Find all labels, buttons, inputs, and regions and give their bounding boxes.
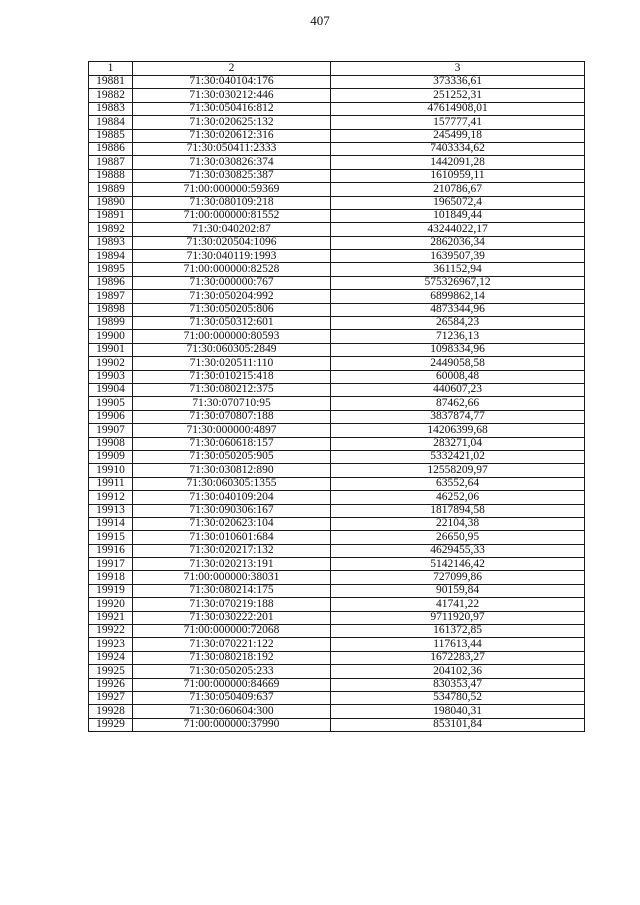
row-number-cell: 19916 <box>89 544 133 557</box>
row-number-cell: 19902 <box>89 357 133 370</box>
row-number-cell: 19928 <box>89 705 133 718</box>
value-cell: 853101,84 <box>331 718 585 731</box>
row-number-cell: 19910 <box>89 464 133 477</box>
table-row <box>89 343 585 356</box>
row-number-cell: 19912 <box>89 491 133 504</box>
cadastral-number-cell: 71:30:060604:300 <box>133 705 331 718</box>
value-cell: 4873344,96 <box>331 303 585 316</box>
cadastral-number-cell: 71:30:050205:905 <box>133 450 331 463</box>
cadastral-number-cell: 71:30:070219:188 <box>133 598 331 611</box>
value-cell: 1672283,27 <box>331 651 585 664</box>
value-cell: 87462,66 <box>331 397 585 410</box>
table-row <box>89 424 585 437</box>
cadastral-number-cell: 71:30:050409:637 <box>133 691 331 704</box>
value-cell: 14206399,68 <box>331 424 585 437</box>
cadastral-number-cell: 71:30:090306:167 <box>133 504 331 517</box>
table-row <box>89 450 585 463</box>
row-number-cell: 19898 <box>89 303 133 316</box>
cadastral-number-cell: 71:30:000000:4897 <box>133 424 331 437</box>
cadastral-number-cell: 71:00:000000:59369 <box>133 183 331 196</box>
value-cell: 9711920,97 <box>331 611 585 624</box>
table-row <box>89 678 585 691</box>
page-number: 407 <box>310 13 330 28</box>
row-number-cell: 19881 <box>89 76 133 89</box>
table-row <box>89 317 585 330</box>
value-cell: 361152,94 <box>331 263 585 276</box>
table-row <box>89 370 585 383</box>
row-number-cell: 19923 <box>89 638 133 651</box>
cadastral-number-cell: 71:30:080212:375 <box>133 383 331 396</box>
cadastral-number-cell: 71:30:050204:992 <box>133 290 331 303</box>
table-row <box>89 276 585 289</box>
row-number-cell: 19893 <box>89 236 133 249</box>
row-number-cell: 19925 <box>89 665 133 678</box>
value-cell: 46252,06 <box>331 491 585 504</box>
column-header-1: 1 <box>89 62 133 76</box>
cadastral-number-cell: 71:30:020504:1096 <box>133 236 331 249</box>
cadastral-number-cell: 71:30:040104:176 <box>133 76 331 89</box>
row-number-cell: 19924 <box>89 651 133 664</box>
row-number-cell: 19913 <box>89 504 133 517</box>
value-cell: 210786,67 <box>331 183 585 196</box>
cadastral-number-cell: 71:00:000000:82528 <box>133 263 331 276</box>
cadastral-number-cell: 71:30:040202:87 <box>133 223 331 236</box>
value-cell: 727099,86 <box>331 571 585 584</box>
table-row <box>89 397 585 410</box>
column-header-3: 3 <box>331 62 585 76</box>
value-cell: 6899862,14 <box>331 290 585 303</box>
row-number-cell: 19884 <box>89 116 133 129</box>
row-number-cell: 19903 <box>89 370 133 383</box>
cadastral-number-cell: 71:30:020511:110 <box>133 357 331 370</box>
value-cell: 1098334,96 <box>331 343 585 356</box>
table-row <box>89 718 585 731</box>
row-number-cell: 19900 <box>89 330 133 343</box>
row-number-cell: 19911 <box>89 477 133 490</box>
row-number-cell: 19904 <box>89 383 133 396</box>
row-number-cell: 19883 <box>89 102 133 115</box>
table-row <box>89 611 585 624</box>
table-row <box>89 504 585 517</box>
cadastral-number-cell: 71:00:000000:84669 <box>133 678 331 691</box>
cadastral-number-cell: 71:30:030826:374 <box>133 156 331 169</box>
table-row <box>89 571 585 584</box>
cadastral-number-cell: 71:30:050205:233 <box>133 665 331 678</box>
value-cell: 60008,48 <box>331 370 585 383</box>
cadastral-number-cell: 71:30:060618:157 <box>133 437 331 450</box>
value-cell: 7403334,62 <box>331 142 585 155</box>
value-cell: 5142146,42 <box>331 558 585 571</box>
value-cell: 830353,47 <box>331 678 585 691</box>
row-number-cell: 19922 <box>89 625 133 638</box>
value-cell: 26584,23 <box>331 317 585 330</box>
table-row <box>89 196 585 209</box>
row-number-cell: 19920 <box>89 598 133 611</box>
table-row <box>89 491 585 504</box>
value-cell: 101849,44 <box>331 209 585 222</box>
table-row <box>89 598 585 611</box>
row-number-cell: 19907 <box>89 424 133 437</box>
value-cell: 204102,36 <box>331 665 585 678</box>
table-row <box>89 383 585 396</box>
cadastral-number-cell: 71:30:060305:1355 <box>133 477 331 490</box>
row-number-cell: 19918 <box>89 571 133 584</box>
cadastral-number-cell: 71:30:010215:418 <box>133 370 331 383</box>
value-cell: 43244022,17 <box>331 223 585 236</box>
cadastral-number-cell: 71:30:070221:122 <box>133 638 331 651</box>
table-row <box>89 183 585 196</box>
row-number-cell: 19899 <box>89 317 133 330</box>
row-number-cell: 19914 <box>89 517 133 530</box>
table-row <box>89 263 585 276</box>
value-cell: 90159,84 <box>331 584 585 597</box>
value-cell: 1817894,58 <box>331 504 585 517</box>
value-cell: 534780,52 <box>331 691 585 704</box>
table-body <box>89 76 585 732</box>
row-number-cell: 19892 <box>89 223 133 236</box>
table-row <box>89 236 585 249</box>
row-number-cell: 19895 <box>89 263 133 276</box>
row-number-cell: 19926 <box>89 678 133 691</box>
value-cell: 1965072,4 <box>331 196 585 209</box>
value-cell: 198040,31 <box>331 705 585 718</box>
cadastral-number-cell: 71:30:020623:104 <box>133 517 331 530</box>
row-number-cell: 19908 <box>89 437 133 450</box>
value-cell: 2449058,58 <box>331 357 585 370</box>
table-row <box>89 558 585 571</box>
table-row <box>89 357 585 370</box>
table-row <box>89 691 585 704</box>
cadastral-number-cell: 71:30:070710:95 <box>133 397 331 410</box>
table-row <box>89 129 585 142</box>
row-number-cell: 19888 <box>89 169 133 182</box>
cadastral-number-cell: 71:30:030212:446 <box>133 89 331 102</box>
cadastral-number-cell: 71:30:020612:316 <box>133 129 331 142</box>
value-cell: 3837874,77 <box>331 410 585 423</box>
table-row <box>89 638 585 651</box>
cadastral-number-cell: 71:30:040119:1993 <box>133 250 331 263</box>
value-cell: 245499,18 <box>331 129 585 142</box>
table-row <box>89 531 585 544</box>
value-cell: 4629455,33 <box>331 544 585 557</box>
value-cell: 251252,31 <box>331 89 585 102</box>
value-cell: 1442091,28 <box>331 156 585 169</box>
cadastral-number-cell: 71:00:000000:72068 <box>133 625 331 638</box>
cadastral-number-cell: 71:30:080218:192 <box>133 651 331 664</box>
cadastral-number-cell: 71:30:030812:890 <box>133 464 331 477</box>
table-row <box>89 584 585 597</box>
value-cell: 283271,04 <box>331 437 585 450</box>
cadastral-number-cell: 71:30:050416:812 <box>133 102 331 115</box>
table-row <box>89 102 585 115</box>
table-row <box>89 665 585 678</box>
row-number-cell: 19890 <box>89 196 133 209</box>
value-cell: 157777,41 <box>331 116 585 129</box>
table-row <box>89 142 585 155</box>
cadastral-number-cell: 71:00:000000:80593 <box>133 330 331 343</box>
row-number-cell: 19915 <box>89 531 133 544</box>
table-row <box>89 705 585 718</box>
cadastral-number-cell: 71:00:000000:81552 <box>133 209 331 222</box>
row-number-cell: 19891 <box>89 209 133 222</box>
cadastral-number-cell: 71:30:040109:204 <box>133 491 331 504</box>
table-row <box>89 209 585 222</box>
value-cell: 63552,64 <box>331 477 585 490</box>
row-number-cell: 19882 <box>89 89 133 102</box>
row-number-cell: 19887 <box>89 156 133 169</box>
column-header-2: 2 <box>133 62 331 76</box>
row-number-cell: 19901 <box>89 343 133 356</box>
value-cell: 575326967,12 <box>331 276 585 289</box>
row-number-cell: 19894 <box>89 250 133 263</box>
row-number-cell: 19897 <box>89 290 133 303</box>
header-row <box>89 62 585 76</box>
value-cell: 2862036,34 <box>331 236 585 249</box>
cadastral-number-cell: 71:30:010601:684 <box>133 531 331 544</box>
cadastral-number-cell: 71:30:080214:175 <box>133 584 331 597</box>
row-number-cell: 19929 <box>89 718 133 731</box>
value-cell: 71236,13 <box>331 330 585 343</box>
table-row <box>89 464 585 477</box>
table-row <box>89 437 585 450</box>
cadastral-table <box>88 61 585 732</box>
table-row <box>89 517 585 530</box>
cadastral-number-cell: 71:30:080109:218 <box>133 196 331 209</box>
value-cell: 117613,44 <box>331 638 585 651</box>
cadastral-number-cell: 71:30:020213:191 <box>133 558 331 571</box>
cadastral-number-cell: 71:30:050312:601 <box>133 317 331 330</box>
value-cell: 440607,23 <box>331 383 585 396</box>
row-number-cell: 19909 <box>89 450 133 463</box>
table-row <box>89 651 585 664</box>
table-row <box>89 544 585 557</box>
value-cell: 41741,22 <box>331 598 585 611</box>
value-cell: 47614908,01 <box>331 102 585 115</box>
cadastral-number-cell: 71:30:000000:767 <box>133 276 331 289</box>
table-row <box>89 303 585 316</box>
value-cell: 1639507,39 <box>331 250 585 263</box>
table-row <box>89 290 585 303</box>
row-number-cell: 19927 <box>89 691 133 704</box>
row-number-cell: 19906 <box>89 410 133 423</box>
cadastral-number-cell: 71:00:000000:38031 <box>133 571 331 584</box>
table-row <box>89 223 585 236</box>
cadastral-number-cell: 71:00:000000:37990 <box>133 718 331 731</box>
cadastral-number-cell: 71:30:030222:201 <box>133 611 331 624</box>
table-header <box>89 62 585 76</box>
table-row <box>89 625 585 638</box>
table-row <box>89 156 585 169</box>
cadastral-number-cell: 71:30:050205:806 <box>133 303 331 316</box>
value-cell: 5332421,02 <box>331 450 585 463</box>
cadastral-number-cell: 71:30:020625:132 <box>133 116 331 129</box>
value-cell: 1610959,11 <box>331 169 585 182</box>
cadastral-number-cell: 71:30:060305:2849 <box>133 343 331 356</box>
row-number-cell: 19885 <box>89 129 133 142</box>
table-row <box>89 477 585 490</box>
table-row <box>89 410 585 423</box>
cadastral-number-cell: 71:30:020217:132 <box>133 544 331 557</box>
table-row <box>89 89 585 102</box>
table-row <box>89 116 585 129</box>
value-cell: 373336,61 <box>331 76 585 89</box>
row-number-cell: 19886 <box>89 142 133 155</box>
table-row <box>89 76 585 89</box>
row-number-cell: 19889 <box>89 183 133 196</box>
cadastral-number-cell: 71:30:050411:2333 <box>133 142 331 155</box>
row-number-cell: 19896 <box>89 276 133 289</box>
table-row <box>89 169 585 182</box>
value-cell: 26650,95 <box>331 531 585 544</box>
table-row <box>89 330 585 343</box>
row-number-cell: 19919 <box>89 584 133 597</box>
cadastral-number-cell: 71:30:070807:188 <box>133 410 331 423</box>
table-row <box>89 250 585 263</box>
row-number-cell: 19921 <box>89 611 133 624</box>
row-number-cell: 19905 <box>89 397 133 410</box>
value-cell: 22104,38 <box>331 517 585 530</box>
value-cell: 161372,85 <box>331 625 585 638</box>
value-cell: 12558209,97 <box>331 464 585 477</box>
cadastral-number-cell: 71:30:030825:387 <box>133 169 331 182</box>
row-number-cell: 19917 <box>89 558 133 571</box>
